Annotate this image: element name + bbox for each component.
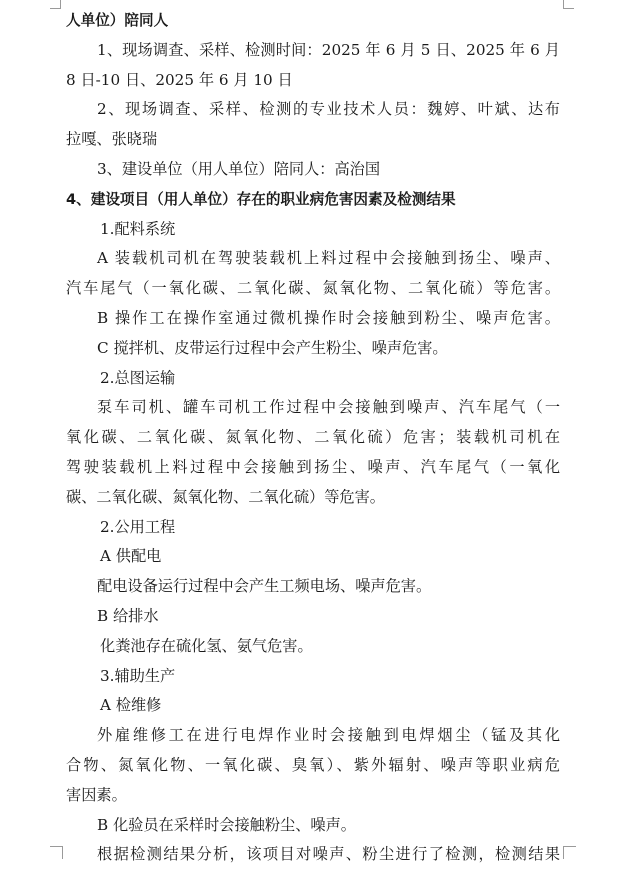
subsection-heading: 2.总图运输 [100, 368, 176, 387]
paragraph-line: 人单位）陪同人 [66, 12, 169, 29]
paragraph-line: 汽车尾气（一氧化碳、二氧化碳、氮氧化物、二氧化硫）等危害。 [66, 279, 560, 298]
paragraph-line: 合物、氮氧化物、一氧化碳、臭氧）、紫外辐射、噪声等职业病危 [66, 755, 560, 774]
paragraph-line: 碳、二氧化碳、氮氧化物、二氧化硫）等危害。 [66, 487, 385, 506]
document-body [66, 6, 560, 870]
paragraph-line: 8 日-10 日、2025 年 6 月 10 日 [66, 70, 293, 89]
corner-mark-bottom-left [50, 846, 63, 859]
paragraph-line: 外雇维修工在进行电焊作业时会接触到电焊烟尘（锰及其化 [97, 726, 560, 745]
subsection-heading: A 供配电 [100, 547, 162, 566]
paragraph-line: B 化验员在采样时会接触粉尘、噪声。 [97, 815, 356, 834]
subsection-heading: 3.辅助生产 [100, 666, 176, 685]
corner-mark-top-right [563, 0, 574, 9]
paragraph-line: 根据检测结果分析，该项目对噪声、粉尘进行了检测，检测结果 [97, 845, 560, 864]
subsection-heading: 2.公用工程 [100, 517, 176, 536]
paragraph-line: 配电设备运行过程中会产生工频电场、噪声危害。 [97, 577, 432, 596]
paragraph-line: 驾驶装载机上料过程中会接触到扬尘、噪声、汽车尾气（一氧化 [66, 457, 560, 476]
paragraph-line: 2、现场调查、采样、检测的专业技术人员：魏婷、叶斌、达布 [97, 100, 560, 119]
subsection-heading: 1.配料系统 [100, 219, 176, 238]
subsection-heading: A 检维修 [100, 696, 162, 715]
paragraph-line: 害因素。 [66, 785, 127, 804]
corner-mark-bottom-right [563, 846, 576, 859]
corner-mark-top-left [50, 0, 61, 9]
paragraph-line: 氧化碳、二氧化碳、氮氧化物、二氧化硫）危害；装载机司机在 [66, 428, 560, 447]
paragraph-line: 拉嘎、张晓瑞 [66, 130, 158, 149]
section-heading: 4、建设项目（用人单位）存在的职业病危害因素及检测结果 [66, 190, 456, 208]
paragraph-line: A 装载机司机在驾驶装载机上料过程中会接触到扬尘、噪声、 [97, 249, 560, 268]
paragraph-line: 化粪池存在硫化氢、氨气危害。 [100, 636, 313, 655]
paragraph-line: B 操作工在操作室通过微机操作时会接触到粉尘、噪声危害。 [97, 308, 560, 327]
paragraph-line: 泵车司机、罐车司机工作过程中会接触到噪声、汽车尾气（一 [97, 398, 560, 417]
paragraph-line: 1、现场调查、采样、检测时间：2025 年 6 月 5 日、2025 年 6 月 [97, 40, 560, 59]
subsection-heading: B 给排水 [97, 606, 159, 625]
paragraph-line: 3、建设单位（用人单位）陪同人：高治国 [97, 159, 381, 178]
paragraph-line: C 搅拌机、皮带运行过程中会产生粉尘、噪声危害。 [97, 338, 448, 357]
